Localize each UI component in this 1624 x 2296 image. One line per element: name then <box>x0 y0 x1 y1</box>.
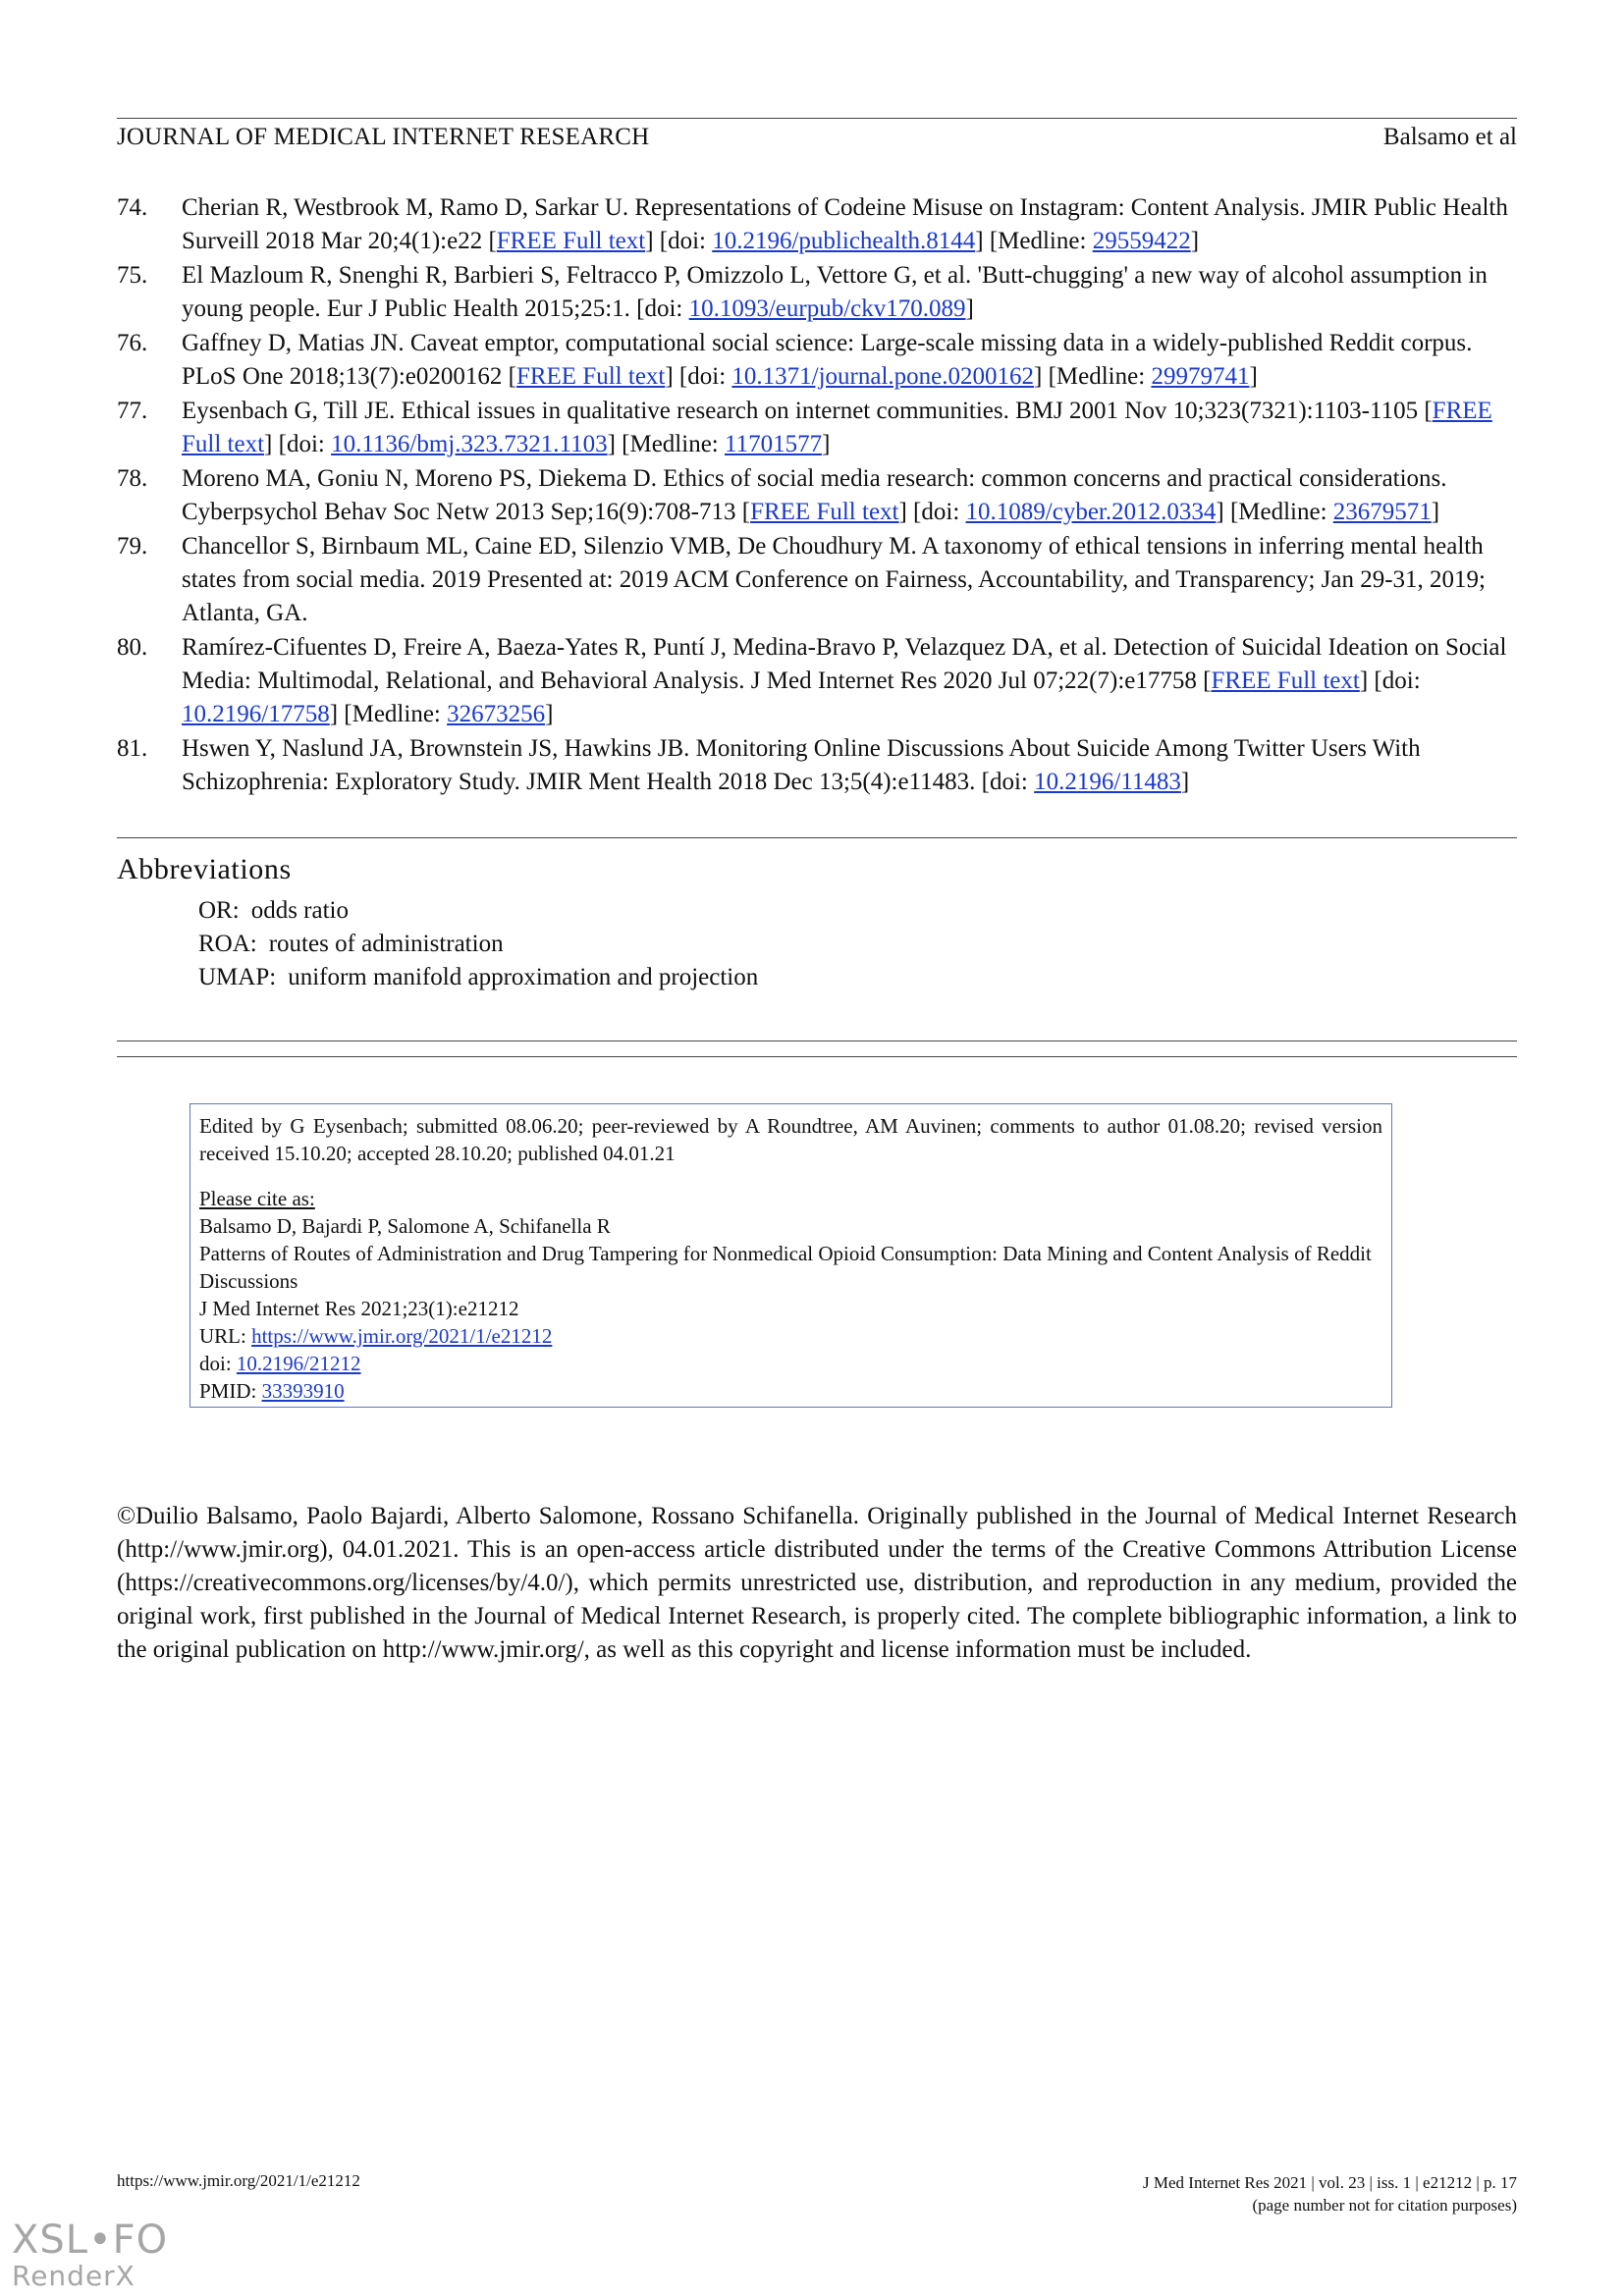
reference-text-segment: ] [Medline: <box>607 431 725 457</box>
renderx-logo <box>12 2218 168 2291</box>
abbreviation-item <box>198 961 758 994</box>
reference-text <box>182 735 1421 795</box>
reference-link[interactable]: FREE Full text <box>515 363 666 390</box>
section-rule <box>117 837 1517 838</box>
reference-text-segment: ] [Medline: <box>329 701 448 727</box>
reference-link[interactable]: 29559422 <box>1092 228 1191 254</box>
reference-text-segment: ] <box>822 431 831 457</box>
reference-number: 75. <box>117 262 148 289</box>
reference-number: 79. <box>117 533 148 560</box>
citation-doi-line <box>199 1350 1382 1377</box>
abbreviation-term: OR: <box>198 897 240 924</box>
reference-text-segment: ] [Medline: <box>975 228 1093 254</box>
reference-number: 74. <box>117 194 148 221</box>
footer-page-citation: J Med Internet Res 2021 | vol. 23 | iss. 1 | e21212 | p. 17 <box>1143 2173 1517 2192</box>
abbreviation-term: UMAP: <box>198 964 277 990</box>
reference-link[interactable]: 11701577 <box>725 431 823 457</box>
reference-text-segment: Hswen Y, Naslund JA, Brownstein JS, Hawkins JB. Monitoring Online Discussions About Suicide Among Twitter Users With Schizophrenia: Exploratory Study. JMIR Ment Health 2018 Dec 13;5(4):e11483. [doi: <box>182 735 1421 795</box>
reference-text-segment: ] <box>1431 499 1440 525</box>
reference-item <box>117 327 1517 394</box>
reference-item <box>117 395 1517 461</box>
reference-item <box>117 191 1517 258</box>
citation-url-link[interactable]: https://www.jmir.org/2021/1/e21212 <box>251 1324 553 1348</box>
reference-text-segment: Eysenbach G, Till JE. Ethical issues in qualitative research on internet communities. BMJ 2001 Nov 10;323(7321):1103-1105 [ <box>182 398 1433 424</box>
citation-url-line <box>199 1322 1382 1350</box>
reference-text-segment: ] <box>545 701 554 727</box>
reference-link[interactable]: 10.2196/17758 <box>182 701 330 727</box>
section-rule <box>117 1056 1517 1057</box>
citation-authors: Balsamo D, Bajardi P, Salomone A, Schifanella R <box>199 1214 611 1238</box>
citation-journal: J Med Internet Res 2021;23(1):e21212 <box>199 1297 519 1320</box>
logo-xslfo-text: XSL•FO <box>12 2217 169 2263</box>
abbreviation-definition: odds ratio <box>250 897 349 924</box>
reference-list <box>117 191 1517 800</box>
reference-link[interactable]: 10.1371/journal.pone.0200162 <box>731 363 1035 390</box>
please-cite-label: Please cite as: <box>199 1187 315 1210</box>
reference-text-segment: ] <box>965 295 974 322</box>
reference-item <box>117 631 1517 731</box>
reference-item <box>117 530 1517 630</box>
reference-link[interactable]: 32673256 <box>447 701 546 727</box>
abbreviation-item <box>198 894 758 928</box>
citation-doi-link[interactable]: 10.2196/21212 <box>236 1352 361 1375</box>
reference-text <box>182 398 1492 457</box>
reference-link[interactable]: FREE Full text <box>750 499 899 525</box>
reference-item <box>117 259 1517 326</box>
abbreviation-definition: uniform manifold approximation and projection <box>288 964 759 990</box>
abbreviation-item <box>198 928 758 961</box>
abbreviation-definition: routes of administration <box>268 931 504 957</box>
reference-link[interactable]: 10.1136/bmj.323.7321.1103 <box>331 431 608 457</box>
reference-text-segment: Gaffney D, Matias JN. Caveat emptor, computational social science: Large-scale missing data in a widely-published Reddit corpus. PLoS One 2018;13(7):e0200162 [ <box>182 330 1473 390</box>
reference-item <box>117 462 1517 529</box>
reference-text-segment: ] [doi: <box>1359 667 1421 694</box>
reference-link[interactable]: 29979741 <box>1151 363 1250 390</box>
reference-number: 78. <box>117 465 148 492</box>
reference-text-segment: El Mazloum R, Snenghi R, Barbieri S, Feltracco P, Omizzolo L, Vettore G, et al. 'Butt-chugging' a new way of alcohol assumption in young people. Eur J Public Health 2015;25:1. [doi: <box>182 262 1488 322</box>
reference-text-segment: Ramírez-Cifuentes D, Freire A, Baeza-Yates R, Puntí J, Medina-Bravo P, Velazquez DA, et al. Detection of Suicidal Ideation on Social Media: Multimodal, Relational, and Behavioral Analysis. J Med Internet Res 2020 Jul 07;22(7):e17758 [ <box>182 634 1507 694</box>
reference-text <box>182 330 1472 390</box>
reference-text-segment: ] [Medline: <box>1034 363 1152 390</box>
citation-pmid-line <box>199 1377 1382 1405</box>
abbreviations-list <box>198 894 758 994</box>
license-statement: ©Duilio Balsamo, Paolo Bajardi, Alberto Salomone, Rossano Schifanella. Originally published in the Journal of Medical Internet Research (http://www.jmir.org), 04.01.2021. This is an open-access article distributed under the terms of the Creative Commons Attribution License (https://creativecommons.org/licenses/by/4.0/), which permits unrestricted use, distribution, and reproduction in any medium, provided the original work, first published in the Journal of Medical Internet Research, is properly cited. The complete bibliographic information, a link to the original publication on http://www.jmir.org/, as well as this copyright and license information must be included. <box>117 1503 1517 1663</box>
citation-doi-label: doi: <box>199 1352 232 1375</box>
abbreviations-heading: Abbreviations <box>117 853 292 885</box>
reference-link[interactable]: FREE Full text <box>496 228 646 254</box>
footer-citation <box>1143 2171 1517 2216</box>
abbreviation-term: ROA: <box>198 931 257 957</box>
reference-text-segment: ] <box>1249 363 1258 390</box>
reference-text <box>182 634 1506 727</box>
reference-number: 81. <box>117 735 148 762</box>
citation-url-label: URL: <box>199 1324 246 1348</box>
reference-text <box>182 533 1486 626</box>
reference-link[interactable]: 10.1093/eurpub/ckv170.089 <box>688 295 966 322</box>
reference-text-segment: ] <box>1190 228 1200 254</box>
footer-page-note: (page number not for citation purposes) <box>1252 2196 1517 2215</box>
citation-pmid-link[interactable]: 33393910 <box>261 1379 345 1403</box>
reference-link[interactable]: 10.2196/11483 <box>1034 769 1181 795</box>
header-rule <box>117 118 1517 119</box>
running-author: Balsamo et al <box>1382 124 1517 150</box>
reference-number: 77. <box>117 398 148 424</box>
reference-text-segment: Cherian R, Westbrook M, Ramo D, Sarkar U. Representations of Codeine Misuse on Instagram: Content Analysis. JMIR Public Health Surveill 2018 Mar 20;4(1):e22 [ <box>182 194 1508 254</box>
reference-link[interactable]: 23679571 <box>1332 499 1432 525</box>
reference-number: 76. <box>117 330 148 356</box>
reference-text <box>182 262 1488 322</box>
reference-link[interactable]: 10.1089/cyber.2012.0334 <box>965 499 1217 525</box>
logo-renderx-text: RenderX <box>12 2260 135 2292</box>
reference-text <box>182 194 1508 254</box>
reference-link[interactable]: FREE Full text <box>1211 667 1360 694</box>
reference-link[interactable]: 10.2196/publichealth.8144 <box>712 228 976 254</box>
reference-link[interactable]: FREE Full text <box>182 398 1492 457</box>
reference-text-segment: ] [doi: <box>645 228 713 254</box>
reference-item <box>117 732 1517 799</box>
reference-text-segment: Chancellor S, Birnbaum ML, Caine ED, Silenzio VMB, De Choudhury M. A taxonomy of ethical tensions in inferring mental health states from social media. 2019 Presented at: 2019 ACM Conference on Fairness, Accountability, and Transparency; Jan 29-31, 2019; Atlanta, GA. <box>182 533 1486 626</box>
citation-title: Patterns of Routes of Administration and Drug Tampering for Nonmedical Opioid Consumption: Data Mining and Content Analysis of Reddit Discussions <box>199 1242 1372 1293</box>
citation-box <box>189 1103 1392 1408</box>
reference-number: 80. <box>117 634 148 661</box>
citation-pmid-label: PMID: <box>199 1379 257 1403</box>
editorial-history: Edited by G Eysenbach; submitted 08.06.20; peer-reviewed by A Roundtree, AM Auvinen; comments to author 01.08.20; revised version received 15.10.20; accepted 28.10.20; published 04.01.21 <box>199 1114 1382 1165</box>
reference-text <box>182 465 1447 525</box>
reference-text-segment: ] [doi: <box>264 431 332 457</box>
journal-title: JOURNAL OF MEDICAL INTERNET RESEARCH <box>117 124 650 150</box>
reference-text-segment: ] [Medline: <box>1216 499 1333 525</box>
footer-url: https://www.jmir.org/2021/1/e21212 <box>117 2171 360 2190</box>
reference-text-segment: ] <box>1180 769 1190 795</box>
reference-text-segment: Moreno MA, Goniu N, Moreno PS, Diekema D. Ethics of social media research: common concerns and practical considerations. Cyberpsychol Behav Soc Netw 2013 Sep;16(9):708-713 [ <box>182 465 1447 525</box>
reference-text-segment: ] [doi: <box>898 499 966 525</box>
reference-text-segment: ] [doi: <box>665 363 732 390</box>
